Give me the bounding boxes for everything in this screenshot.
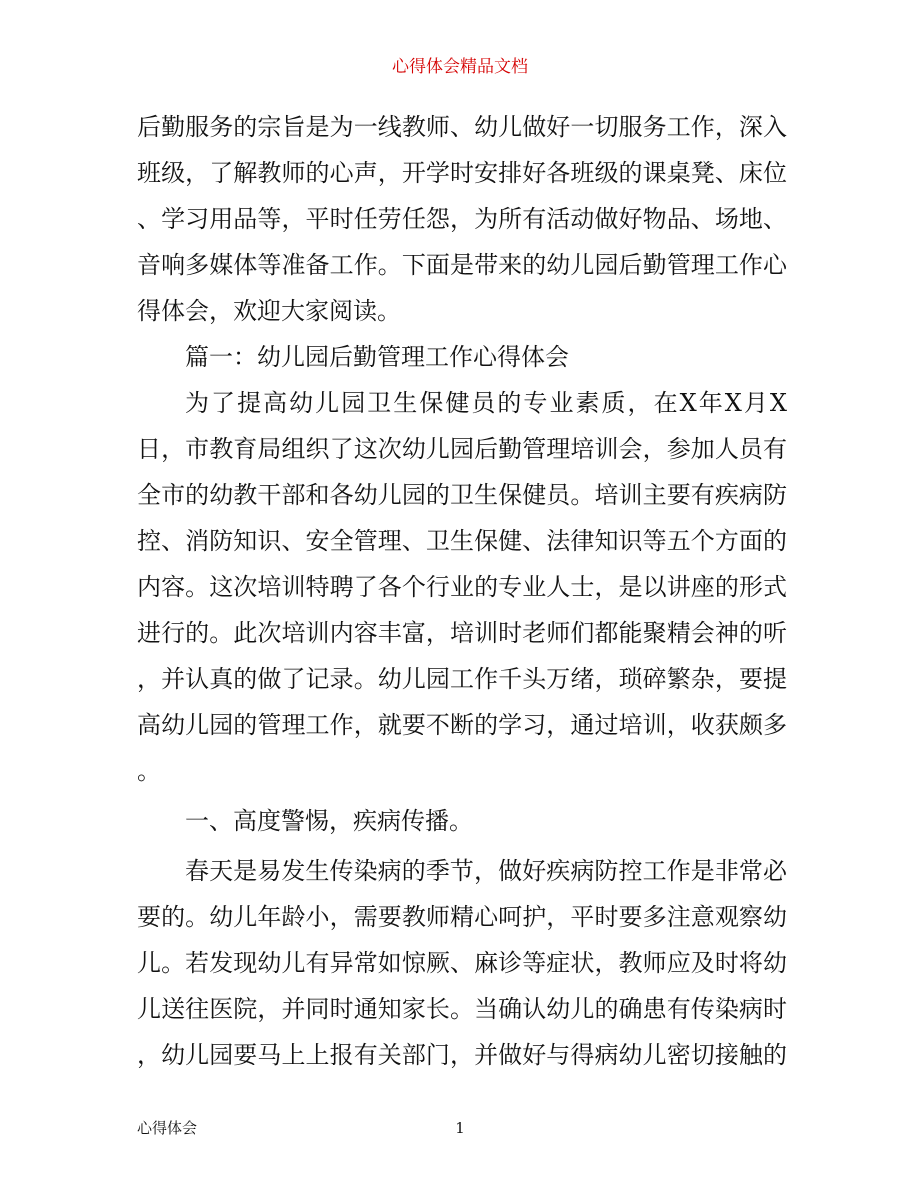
text-line: ，并认真的做了记录。幼儿园工作千头万绪，琐碎繁杂，要提 <box>137 665 787 693</box>
text-line: 篇一：幼儿园后勤管理工作心得体会 <box>185 343 569 371</box>
text-line: 一、高度警惕，疾病传播。 <box>185 807 473 835</box>
text-line: 后勤服务的宗旨是为一线教师、幼儿做好一切服务工作，深入 <box>137 113 787 141</box>
footer-label: 心得体会 <box>137 1119 198 1137</box>
text-line: 音响多媒体等准备工作。下面是带来的幼儿园后勤管理工作心 <box>137 251 787 279</box>
text-line: 要的。幼儿年龄小，需要教师精心呵护，平时要多注意观察幼 <box>137 903 787 931</box>
page-number: 1 <box>455 1119 465 1137</box>
text-line: 春天是易发生传染病的季节，做好疾病防控工作是非常必 <box>185 857 787 885</box>
text-line: 进行的。此次培训内容丰富，培训时老师们都能聚精会神的听 <box>137 619 787 647</box>
header-title: 心得体会精品文档 <box>392 57 528 77</box>
subsection-heading <box>137 798 787 844</box>
text-line: 儿送往医院，并同时通知家长。当确认幼儿的确患有传染病时 <box>137 995 787 1023</box>
text-line: 全市的幼教干部和各幼儿园的卫生保健员。培训主要有疾病防 <box>137 481 787 509</box>
section-heading <box>137 334 787 380</box>
text-line: 为了提高幼儿园卫生保健员的专业素质，在X年X月X <box>185 389 787 417</box>
text-line: 班级，了解教师的心声，开学时安排好各班级的课桌凳、床位 <box>137 159 787 187</box>
text-line: 、学习用品等，平时任劳任怨，为所有活动做好物品、场地、 <box>137 205 787 233</box>
text-line: 内容。这次培训特聘了各个行业的专业人士，是以讲座的形式 <box>137 573 787 601</box>
text-line: 儿。若发现幼儿有异常如惊厥、麻诊等症状，教师应及时将幼 <box>137 949 787 977</box>
text-line: 。 <box>137 757 161 785</box>
document-body <box>137 104 787 1078</box>
paragraph-disease-control <box>137 848 787 1078</box>
text-line: 控、消防知识、安全管理、卫生保健、法律知识等五个方面的 <box>137 527 787 555</box>
text-line: 日，市教育局组织了这次幼儿园后勤管理培训会，参加人员有 <box>137 435 787 463</box>
paragraph-intro <box>137 104 787 334</box>
paragraph-training <box>137 380 787 794</box>
text-line: 得体会，欢迎大家阅读。 <box>137 297 401 325</box>
text-line: 高幼儿园的管理工作，就要不断的学习，通过培训，收获颇多 <box>137 711 787 739</box>
text-line: ，幼儿园要马上上报有关部门，并做好与得病幼儿密切接触的 <box>137 1041 787 1069</box>
